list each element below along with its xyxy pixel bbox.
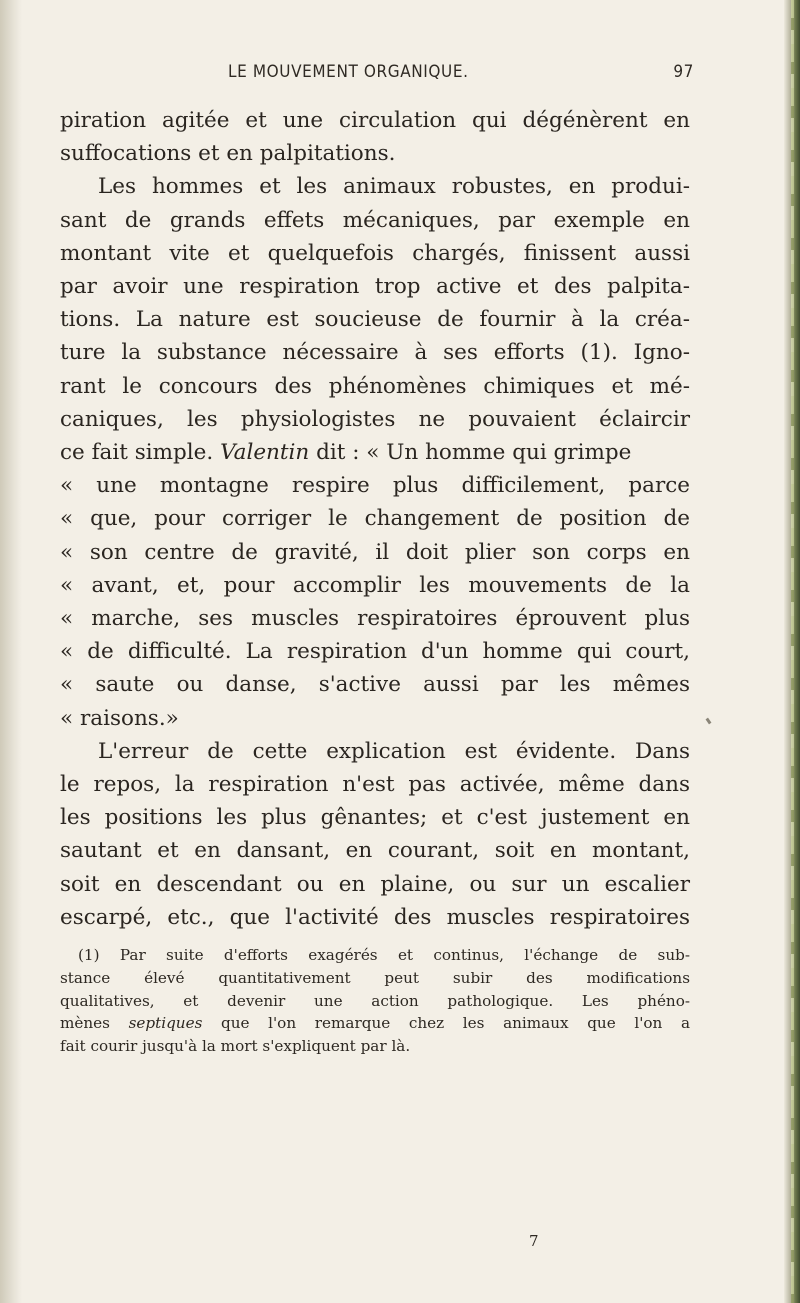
text-line: suffocations et en palpitations. [60,141,396,167]
text-line: « raisons.» [60,705,179,731]
text-line: « que, pour corriger le changement de position de [60,506,690,532]
footnote-emphasis: septiques [128,1014,203,1033]
text-line: « avant, et, pour accomplir les mouvements de la [60,572,690,598]
text-fragment: ce fait simple. [60,440,214,466]
footnote-line: stance élevé quantitativement peut subir des modifications [60,968,690,987]
running-title: LE MOUVEMENT ORGANIQUE. [228,62,469,82]
text-line [60,436,690,469]
footnote-line: (1) Par suite d'efforts exagérés et continus, l'échange de sub- [78,946,690,965]
text-fragment: dit : « Un homme qui grimpe [316,440,632,466]
footnote-fragment: mènes [60,1014,110,1033]
running-head [60,62,694,92]
page-edge [784,0,800,1303]
text-line: L'erreur de cette explication est évidente. Dans [98,738,690,764]
text-line: piration agitée et une circulation qui dégénèrent en [60,108,690,133]
text-line: soit en descendant ou en plaine, ou sur un escalier [60,871,690,897]
text-line: montant vite et quelquefois chargés, finissent aussi [60,240,690,266]
text-line: le repos, la respiration n'est pas activée, même dans [60,772,690,798]
text-line: ture la substance nécessaire à ses efforts (1). Igno- [60,340,690,366]
text-line: « une montagne respire plus difficilement, parce [60,473,690,499]
cited-author: Valentin [220,440,310,466]
text-line: « son centre de gravité, il doit plier son corps en [60,539,690,565]
text-line: rant le concours des phénomènes chimiques et mé- [60,373,690,399]
footnote-fragment: que l'on remarque chez les animaux que l'on a [221,1014,691,1033]
ink-speck [706,718,712,725]
footnote-line: fait courir jusqu'à la mort s'expliquent par là. [60,1037,411,1056]
text-line: sant de grands effets mécaniques, par exemple en [60,207,690,233]
text-line: « marche, ses muscles respiratoires éprouvent plus [60,606,690,632]
footnote-line: qualitatives, et devenir une action pathologique. Les phéno- [60,991,690,1010]
book-page [60,62,694,1058]
text-line: Les hommes et les animaux robustes, en produi- [98,174,690,200]
body-text [60,104,690,934]
signature-mark: 7 [529,1232,539,1250]
text-line: « saute ou danse, s'active aussi par les mêmes [60,672,690,698]
text-line: par avoir une respiration trop active et des palpita- [60,274,690,300]
text-line: « de difficulté. La respiration d'un homme qui court, [60,639,690,665]
footnote-line [60,1012,690,1035]
text-line: les positions les plus gênantes; et c'est justement en [60,805,690,831]
text-line: tions. La nature est soucieuse de fournir à la créa- [60,307,690,333]
text-line: escarpé, etc., que l'activité des muscles respiratoires [60,904,690,930]
footnote [60,944,690,1058]
binding-gutter [0,0,22,1303]
text-line: caniques, les physiologistes ne pouvaient éclaircir [60,406,690,432]
page-number: 97 [673,62,694,82]
text-line: sautant et en dansant, en courant, soit en montant, [60,838,690,864]
